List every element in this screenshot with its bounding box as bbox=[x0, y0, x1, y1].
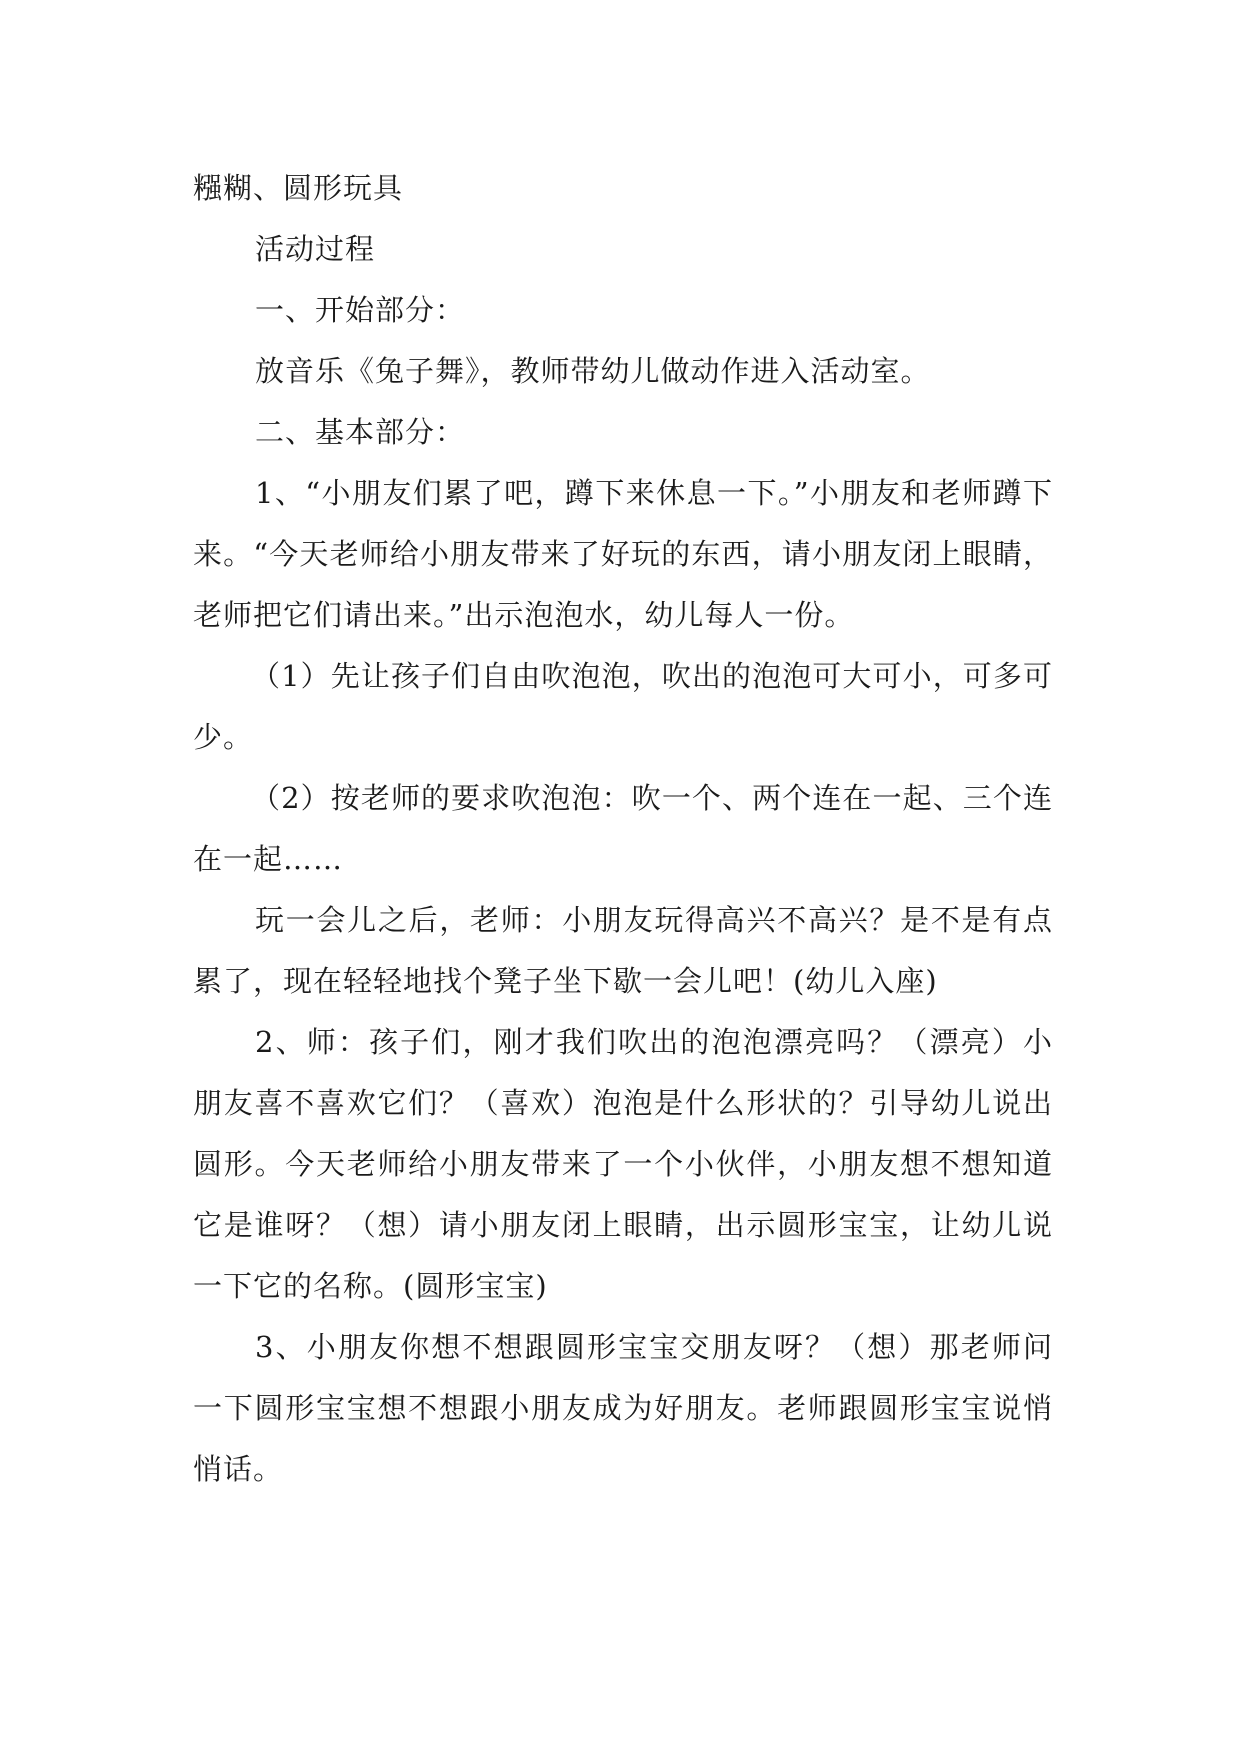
paragraph-opening-music: 放音乐《兔子舞》，教师带幼儿做动作进入活动室。 bbox=[255, 354, 931, 388]
section-heading-activity-process: 活动过程 bbox=[255, 232, 376, 266]
section-heading-basic: 二、基本部分： bbox=[255, 415, 466, 449]
paragraph-rest: 玩一会儿之后，老师：小朋友玩得高兴不高兴？是不是有点累了，现在轻轻地找个凳子坐下歇一会儿吧！(幼儿入座) bbox=[193, 903, 1053, 998]
paragraph-substep-2: （2）按老师的要求吹泡泡：吹一个、两个连在一起、三个连在一起…… bbox=[193, 781, 1053, 876]
materials-line: 糨糊、圆形玩具 bbox=[193, 171, 404, 205]
document-body bbox=[193, 158, 1053, 1500]
paragraph-step-3: 3、小朋友你想不想跟圆形宝宝交朋友呀？（想）那老师问一下圆形宝宝想不想跟小朋友成为好朋友。老师跟圆形宝宝说悄悄话。 bbox=[193, 1330, 1053, 1486]
paragraph-step-2: 2、师：孩子们，刚才我们吹出的泡泡漂亮吗？（漂亮）小朋友喜不喜欢它们？（喜欢）泡泡是什么形状的？引导幼儿说出圆形。今天老师给小朋友带来了一个小伙伴，小朋友想不想知道它是谁呀？（想）请小朋友闭上眼睛，出示圆形宝宝，让幼儿说一下它的名称。(圆形宝宝) bbox=[193, 1025, 1053, 1303]
paragraph-substep-1: （1）先让孩子们自由吹泡泡，吹出的泡泡可大可小，可多可少。 bbox=[193, 659, 1053, 754]
section-heading-opening: 一、开始部分： bbox=[255, 293, 466, 327]
paragraph-step-1: 1、“小朋友们累了吧，蹲下来休息一下。”小朋友和老师蹲下来。“今天老师给小朋友带来了好玩的东西，请小朋友闭上眼睛，老师把它们请出来。”出示泡泡水，幼儿每人一份。 bbox=[193, 476, 1053, 632]
